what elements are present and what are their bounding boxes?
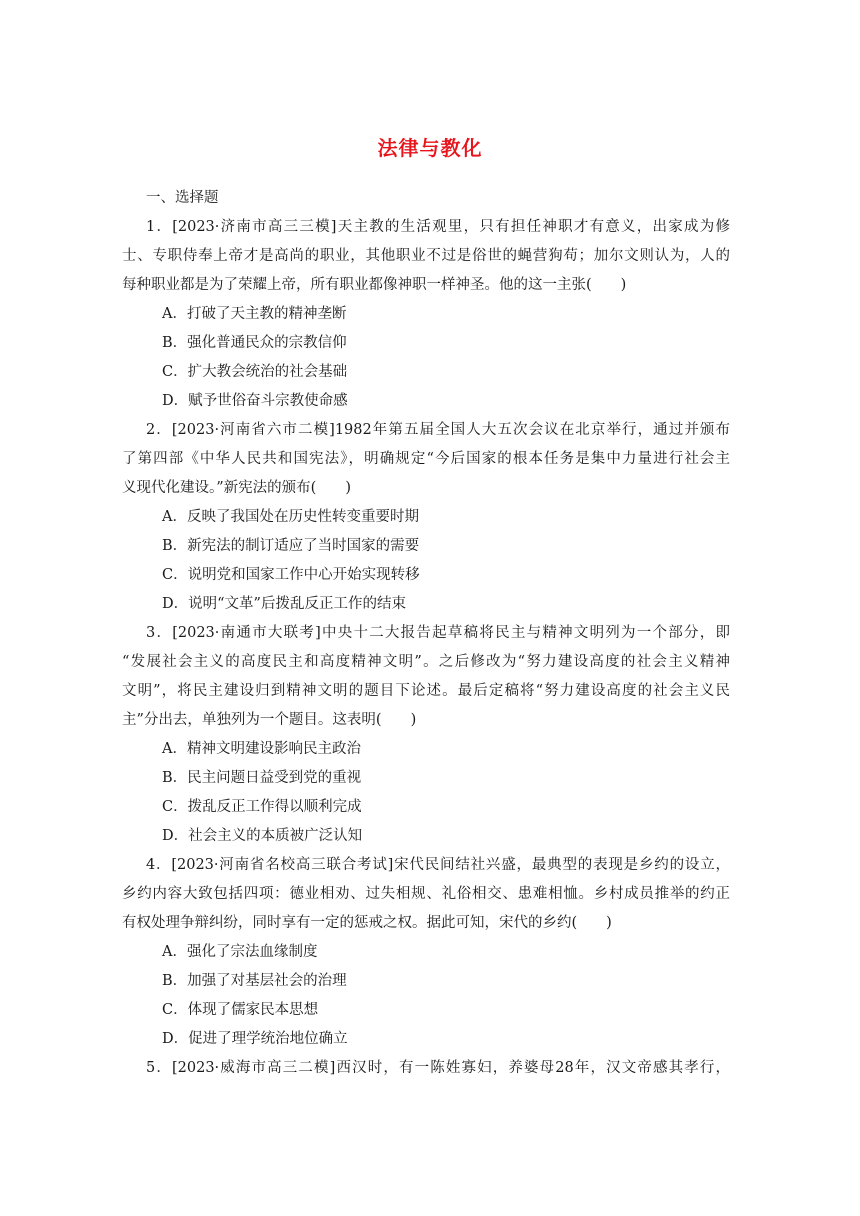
question-3-option-a: A．精神文明建设影响民主政治	[162, 741, 361, 757]
question-5-line-1: 5．[2023·威海市高三二模]西汉时，有一陈姓寡妇，养婆母28年，汉文帝感其孝行，	[146, 1060, 730, 1076]
question-1-line-3: 每种职业都是为了荣耀上帝，所有职业都像神职一样神圣。他的这一主张( )	[122, 277, 627, 293]
page-title: 法律与教化	[377, 136, 483, 160]
question-3-line-3: 文明”，将民主建设归到精神文明的题目下论述。最后定稿将“努力建设高度的社会主义民	[122, 683, 730, 699]
question-4-line-3: 有权处理争辩纠纷，同时享有一定的惩戒之权。据此可知，宋代的乡约( )	[122, 915, 612, 931]
question-2-option-d: D．说明“文革”后拨乱反正工作的结束	[162, 596, 406, 612]
question-3-line-4: 主”分出去，单独列为一个题目。这表明( )	[122, 712, 417, 728]
question-2-option-b: B．新宪法的制订适应了当时国家的需要	[162, 538, 420, 554]
question-2-line-2: 了第四部《中华人民共和国宪法》，明确规定“今后国家的根本任务是集中力量进行社会主	[122, 451, 730, 467]
question-2-line-1: 2．[2023·河南省六市二模]1982年第五届全国人大五次会议在北京举行，通过并颁布	[146, 422, 730, 438]
question-3-option-b: B．民主问题日益受到党的重视	[162, 770, 362, 786]
question-4-option-a: A．强化了宗法血缘制度	[162, 944, 318, 960]
question-1-line-1: 1．[2023·济南市高三三模]天主教的生活观里，只有担任神职才有意义，出家成为修	[146, 219, 730, 235]
section-heading: 一、选择题	[146, 190, 219, 206]
question-1-option-d: D．赋予世俗奋斗宗教使命感	[162, 393, 348, 409]
question-3-option-c: C．拨乱反正工作得以顺利完成	[162, 799, 362, 815]
question-2-option-c: C．说明党和国家工作中心开始实现转移	[162, 567, 420, 583]
question-4-option-d: D．促进了理学统治地位确立	[162, 1031, 348, 1047]
question-1-option-a: A．打破了天主教的精神垄断	[162, 306, 347, 322]
question-4-option-b: B．加强了对基层社会的治理	[162, 973, 347, 989]
question-4-line-1: 4．[2023·河南省名校高三联合考试]宋代民间结社兴盛，最典型的表现是乡约的设立，	[146, 857, 730, 873]
question-4-option-c: C．体现了儒家民本思想	[162, 1002, 319, 1018]
question-1-option-b: B．强化普通民众的宗教信仰	[162, 335, 347, 351]
question-2-line-3: 义现代化建设。”新宪法的颁布( )	[122, 480, 351, 496]
question-1-option-c: C．扩大教会统治的社会基础	[162, 364, 348, 380]
question-4-line-2: 乡约内容大致包括四项：德业相劝、过失相规、礼俗相交、患难相恤。乡村成员推举的约正	[122, 886, 730, 902]
question-3-line-1: 3．[2023·南通市大联考]中央十二大报告起草稿将民主与精神文明列为一个部分，即	[146, 625, 730, 641]
question-2-option-a: A．反映了我国处在历史性转变重要时期	[162, 509, 419, 525]
question-3-option-d: D．社会主义的本质被广泛认知	[162, 828, 363, 844]
question-1-line-2: 士、专职侍奉上帝才是高尚的职业，其他职业不过是俗世的蝇营狗苟；加尔文则认为，人的	[122, 248, 730, 264]
question-3-line-2: “发展社会主义的高度民主和高度精神文明”。之后修改为“努力建设高度的社会主义精神	[122, 654, 730, 670]
